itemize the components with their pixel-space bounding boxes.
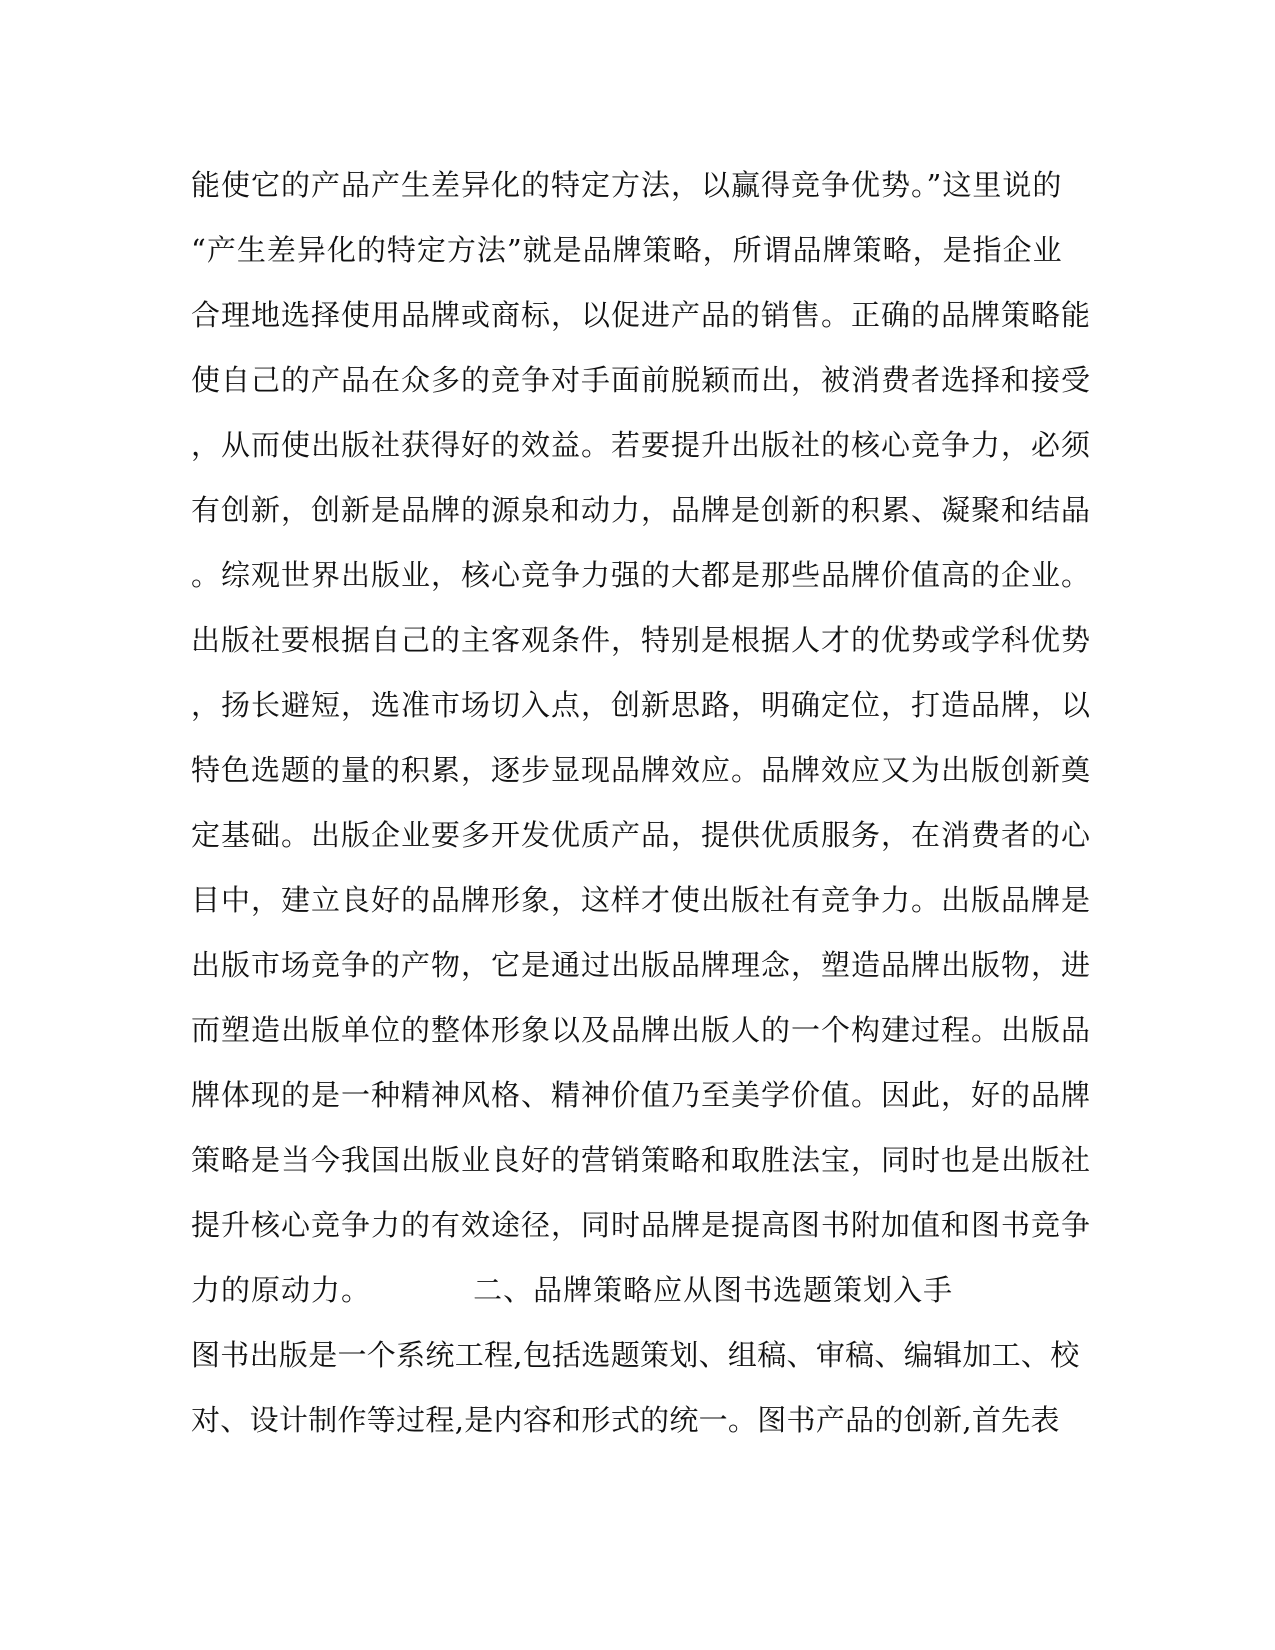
text-line: 牌体现的是一种精神风格、精神价值乃至美学价值。因此，好的品牌 xyxy=(191,1078,1092,1112)
body-text xyxy=(191,164,1091,1464)
text-line: 出版社要根据自己的主客观条件，特别是根据人才的优势或学科优势 xyxy=(191,623,1092,657)
text-line: “产生差异化的特定方法”就是品牌策略，所谓品牌策略，是指企业 xyxy=(191,233,1063,267)
text-line: 。综观世界出版业，核心竞争力强的大都是那些品牌价值高的企业。 xyxy=(191,558,1092,592)
text-line: 有创新，创新是品牌的源泉和动力，品牌是创新的积累、凝聚和结晶 xyxy=(191,493,1092,527)
text-line: 定基础。出版企业要多开发优质产品，提供优质服务，在消费者的心 xyxy=(191,818,1092,852)
text-line: 目中，建立良好的品牌形象，这样才使出版社有竞争力。出版品牌是 xyxy=(191,883,1092,917)
text-line: ，扬长避短，选准市场切入点，创新思路，明确定位，打造品牌，以 xyxy=(191,688,1092,722)
text-line: 对、设计制作等过程,是内容和形式的统一。图书产品的创新,首先表 xyxy=(191,1403,1060,1437)
text-line: 提升核心竞争力的有效途径，同时品牌是提高图书附加值和图书竞争 xyxy=(191,1208,1092,1242)
text-line: 能使它的产品产生差异化的特定方法，以赢得竞争优势。”这里说的 xyxy=(191,168,1063,202)
text-line: ，从而使出版社获得好的效益。若要提升出版社的核心竞争力，必须 xyxy=(191,428,1092,462)
text-line: 合理地选择使用品牌或商标，以促进产品的销售。正确的品牌策略能 xyxy=(191,298,1092,332)
text-line: 策略是当今我国出版业良好的营销策略和取胜法宝，同时也是出版社 xyxy=(191,1143,1092,1177)
text-line: 图书出版是一个系统工程,包括选题策划、组稿、审稿、编辑加工、校 xyxy=(191,1338,1080,1372)
text-line: 特色选题的量的积累，逐步显现品牌效应。品牌效应又为出版创新奠 xyxy=(191,753,1092,787)
text-line: 使自己的产品在众多的竞争对手面前脱颖而出，被消费者选择和接受 xyxy=(191,363,1092,397)
text-line: 出版市场竞争的产物，它是通过出版品牌理念，塑造品牌出版物，进 xyxy=(191,948,1092,982)
section-heading-line: 力的原动力。 二、品牌策略应从图书选题策划入手 xyxy=(191,1273,954,1307)
text-line: 而塑造出版单位的整体形象以及品牌出版人的一个构建过程。出版品 xyxy=(191,1013,1092,1047)
